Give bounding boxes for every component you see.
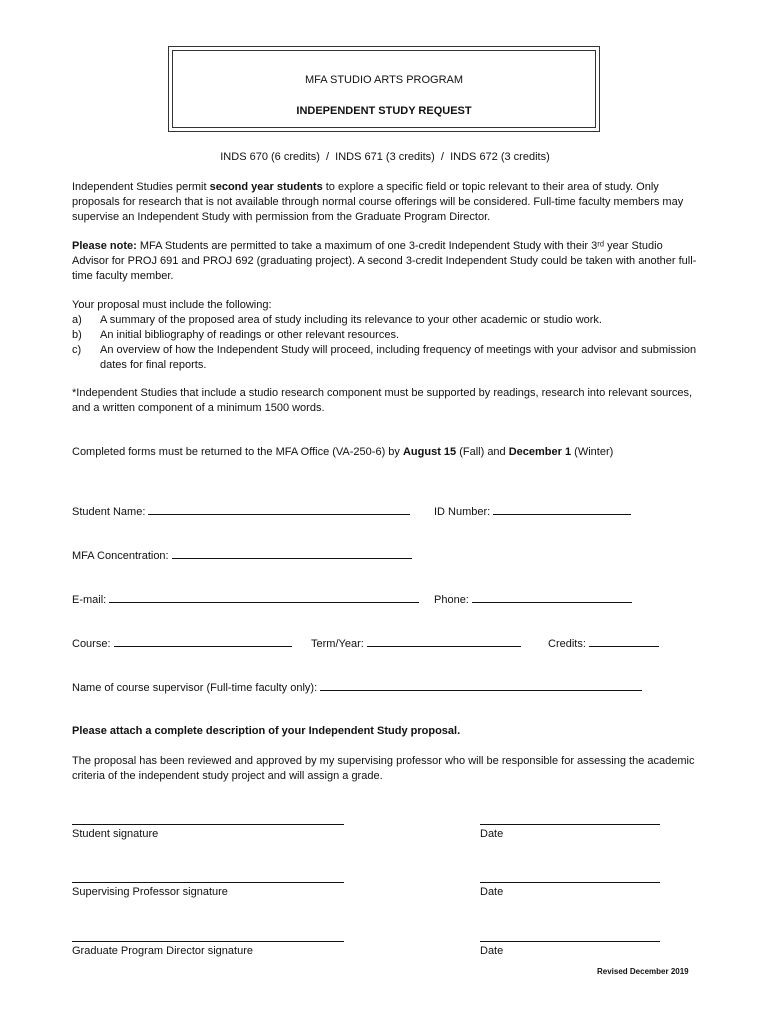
email-label: E-mail:	[72, 594, 107, 606]
attach-note: Please attach a complete description of your Independent Study proposal.	[72, 725, 461, 737]
intro-bold: second year students	[209, 181, 323, 193]
professor-signature-line[interactable]	[72, 882, 344, 883]
term-label: Term/Year:	[311, 638, 364, 650]
supervisor-label: Name of course supervisor (Full-time faculty only):	[72, 682, 318, 694]
id-number-label: ID Number:	[434, 506, 491, 518]
program-name: MFA STUDIO ARTS PROGRAM	[304, 74, 464, 86]
proposal-intro: Your proposal must include the following:	[72, 299, 272, 311]
id-number-line[interactable]	[493, 504, 631, 515]
supervisor-field[interactable]	[72, 680, 642, 694]
form-title: INDEPENDENT STUDY REQUEST	[296, 105, 472, 117]
deadline-date-fall: August 15	[402, 446, 457, 458]
term-field[interactable]	[311, 636, 521, 650]
student-name-label: Student Name:	[72, 506, 146, 518]
studio-note: *Independent Studies that include a studio research component must be supported by readings, research into relevant sources, and a written component of a minimum 1500 words.	[72, 387, 693, 414]
term-line[interactable]	[367, 636, 521, 647]
student-date-line[interactable]	[480, 824, 660, 825]
credits-label: Credits:	[548, 638, 586, 650]
student-signature-line[interactable]	[72, 824, 344, 825]
intro-paragraph	[72, 180, 698, 225]
list-marker: c)	[72, 344, 82, 356]
supervisor-line[interactable]	[320, 680, 642, 691]
concentration-label: MFA Concentration:	[72, 550, 169, 562]
student-name-line[interactable]	[148, 504, 410, 515]
list-text: An overview of how the Independent Study will proceed, including frequency of meetings with your advisor and submission dates for final reports.	[100, 344, 697, 371]
deadline-pre: Completed forms must be returned to the MFA Office (VA-250-6) by	[72, 446, 403, 458]
id-number-field[interactable]	[434, 504, 631, 518]
intro-post: to explore a specific field or topic relevant to their area of study. Only proposals for research that is not available through normal course offerings will be considered. Full-time faculty members may supervise an Independent Study with permission from the Graduate Program Director.	[72, 181, 684, 223]
note-text: MFA Students are permitted to take a maximum of one 3-credit Independent Study with their 3ʳᵈ year Studio Advisor for PROJ 691 and PROJ 692 (graduating project). A second 3-credit Independent Study could be taken with another full-time faculty member.	[72, 240, 697, 282]
note-paragraph	[72, 239, 698, 284]
course-label: Course:	[72, 638, 111, 650]
student-name-field[interactable]	[72, 504, 410, 518]
course-codes: INDS 670 (6 credits) / INDS 671 (3 credits) / INDS 672 (3 credits)	[220, 151, 550, 163]
deadline-date-winter: December 1	[508, 446, 572, 458]
deadline-mid: (Fall) and	[456, 446, 509, 458]
email-field[interactable]	[72, 592, 419, 606]
proposal-requirements	[72, 298, 698, 373]
list-marker: a)	[72, 314, 82, 326]
intro-pre: Independent Studies permit	[72, 181, 210, 193]
concentration-line[interactable]	[172, 548, 412, 559]
deadline-paragraph	[72, 445, 698, 460]
header-box	[168, 46, 600, 132]
professor-signature-label: Supervising Professor signature	[72, 886, 228, 898]
list-text: An initial bibliography of readings or other relevant resources.	[100, 329, 399, 341]
phone-field[interactable]	[434, 592, 632, 606]
director-signature-label: Graduate Program Director signature	[72, 945, 253, 957]
student-date-label: Date	[480, 828, 504, 840]
list-item	[72, 313, 698, 328]
student-signature-label: Student signature	[72, 828, 159, 840]
list-marker: b)	[72, 329, 82, 341]
deadline-post: (Winter)	[571, 446, 614, 458]
header-inner-border	[172, 50, 596, 128]
email-line[interactable]	[109, 592, 419, 603]
note-label: Please note:	[72, 240, 137, 252]
credits-field[interactable]	[548, 636, 659, 650]
concentration-field[interactable]	[72, 548, 412, 562]
list-text: A summary of the proposed area of study including its relevance to your other academic or studio work.	[100, 314, 602, 326]
phone-label: Phone:	[434, 594, 469, 606]
course-line[interactable]	[114, 636, 292, 647]
list-item	[72, 328, 698, 343]
director-date-label: Date	[480, 945, 504, 957]
course-field[interactable]	[72, 636, 292, 650]
director-date-line[interactable]	[480, 941, 660, 942]
credits-line[interactable]	[589, 636, 659, 647]
phone-line[interactable]	[472, 592, 632, 603]
list-item	[72, 343, 698, 373]
professor-date-line[interactable]	[480, 882, 660, 883]
approval-text: The proposal has been reviewed and approved by my supervising professor who will be responsible for assessing the academic criteria of the independent study project and will assign a grade.	[72, 755, 695, 782]
professor-date-label: Date	[480, 886, 504, 898]
director-signature-line[interactable]	[72, 941, 344, 942]
revised-date: Revised December 2019	[597, 967, 689, 976]
